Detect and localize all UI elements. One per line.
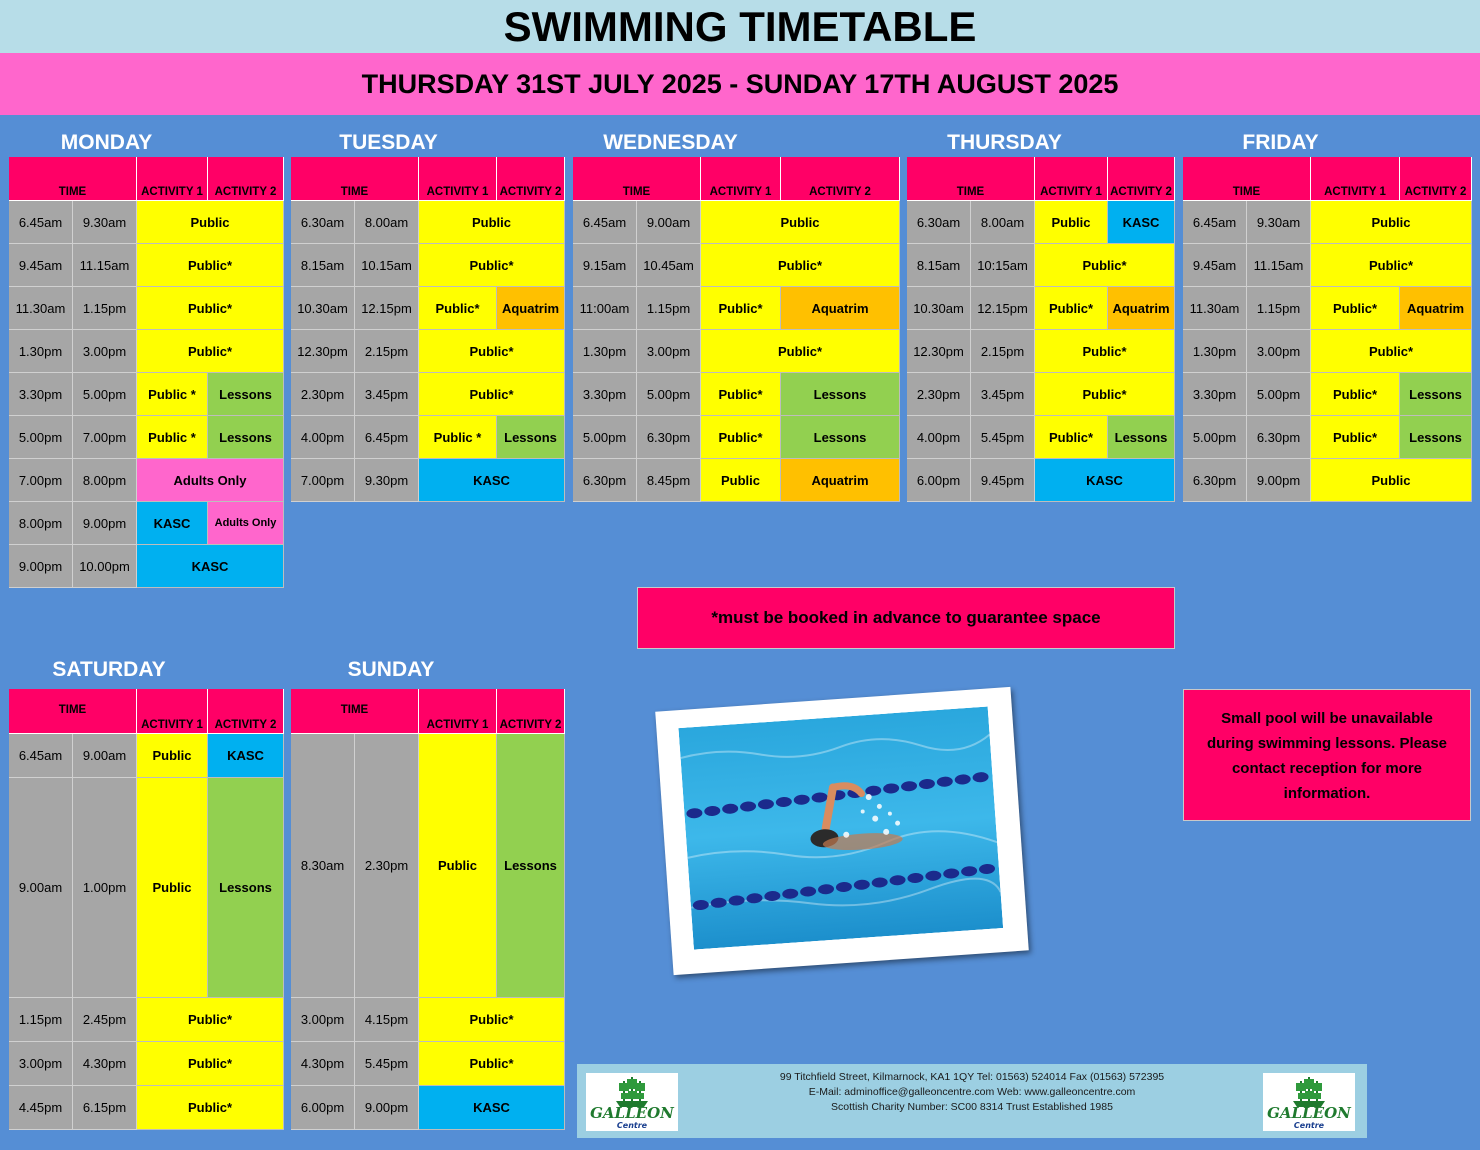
small-pool-note-text: Small pool will be unavailable during swimming lessons. Please contact reception for more information. [1206,710,1448,802]
header-activity1-tuesday: ACTIVITY 1 [419,157,497,201]
booking-note-text: *must be booked in advance to guarantee space [711,608,1101,627]
time-start-tuesday: 8.15am [291,244,355,287]
time-start-wednesday: 11:00am [573,287,637,330]
time-start-wednesday: 5.00pm [573,416,637,459]
header-time-monday: TIME [9,157,137,201]
header-activity2-monday: ACTIVITY 2 [208,157,284,201]
activity-tuesday: KASC [419,459,565,502]
activity-thursday: Public* [1035,330,1175,373]
time-end-tuesday: 12.15pm [355,287,419,330]
time-start-saturday: 3.00pm [9,1042,73,1086]
footer [577,1064,1367,1138]
time-end-saturday: 1.00pm [73,778,137,998]
time-start-thursday: 4.00pm [907,416,971,459]
time-end-wednesday: 9.00am [637,201,701,244]
time-start-monday: 6.45am [9,201,73,244]
activity1-monday: Public * [137,373,208,416]
activity2-tuesday: Aquatrim [497,287,565,330]
time-start-friday: 6.45am [1183,201,1247,244]
day-title-sunday: SUNDAY [347,658,435,681]
time-end-thursday: 2.15pm [971,330,1035,373]
activity2-monday: Adults Only [208,502,284,545]
time-start-wednesday: 3.30pm [573,373,637,416]
time-start-saturday: 9.00am [9,778,73,998]
time-start-monday: 9.00pm [9,545,73,588]
time-end-sunday: 4.15pm [355,998,419,1042]
svg-text:Centre: Centre [1293,1121,1325,1130]
time-start-sunday: 8.30am [291,734,355,998]
time-start-tuesday: 7.00pm [291,459,355,502]
time-end-monday: 9.30am [73,201,137,244]
activity2-sunday: Lessons [497,734,565,998]
header-activity1-friday: ACTIVITY 1 [1311,157,1400,201]
activity1-friday: Public* [1311,373,1400,416]
time-start-sunday: 6.00pm [291,1086,355,1130]
activity1-thursday: Public [1035,201,1108,244]
swimmer-image [678,707,1003,950]
time-end-monday: 7.00pm [73,416,137,459]
activity2-friday: Aquatrim [1400,287,1472,330]
header-activity1-thursday: ACTIVITY 1 [1035,157,1108,201]
time-start-wednesday: 6.30pm [573,459,637,502]
day-title-tuesday: TUESDAY [339,131,438,154]
time-end-saturday: 9.00am [73,734,137,778]
activity1-tuesday: Public* [419,287,497,330]
time-end-sunday: 9.00pm [355,1086,419,1130]
time-start-thursday: 12.30pm [907,330,971,373]
time-end-wednesday: 6.30pm [637,416,701,459]
time-start-wednesday: 9.15am [573,244,637,287]
time-start-friday: 1.30pm [1183,330,1247,373]
activity-thursday: KASC [1035,459,1175,502]
activity-saturday: Public* [137,1042,284,1086]
day-title-thursday: THURSDAY [947,131,1062,154]
activity-monday: Public* [137,244,284,287]
page-title: SWIMMING TIMETABLE [503,2,977,50]
activity-wednesday: Public [701,201,900,244]
activity-friday: Public* [1311,330,1472,373]
activity1-wednesday: Public* [701,416,781,459]
activity2-saturday: KASC [208,734,284,778]
day-title-wednesday: WEDNESDAY [603,131,738,154]
time-start-thursday: 6.00pm [907,459,971,502]
footer-address: 99 Titchfield Street, Kilmarnock, KA1 1QY Tel: 01563) 524014 Fax (01563) 572395 [779,1071,1165,1083]
header-activity1-sunday: ACTIVITY 1 [419,689,497,734]
svg-text:GALLEON: GALLEON [590,1104,674,1122]
small-pool-note [1183,689,1471,821]
activity-monday: Public* [137,330,284,373]
time-end-friday: 1.15pm [1247,287,1311,330]
activity1-monday: Public * [137,416,208,459]
time-start-tuesday: 4.00pm [291,416,355,459]
header-time-wednesday: TIME [573,157,701,201]
time-start-saturday: 4.45pm [9,1086,73,1130]
time-end-monday: 1.15pm [73,287,137,330]
ship-icon [586,1073,678,1131]
time-start-tuesday: 2.30pm [291,373,355,416]
time-end-saturday: 2.45pm [73,998,137,1042]
time-end-monday: 11.15am [73,244,137,287]
time-end-wednesday: 10.45am [637,244,701,287]
ship-icon [1263,1073,1355,1131]
time-end-friday: 11.15am [1247,244,1311,287]
header-time-sunday: TIME [291,689,419,734]
time-end-thursday: 3.45pm [971,373,1035,416]
activity1-tuesday: Public * [419,416,497,459]
time-end-friday: 3.00pm [1247,330,1311,373]
time-start-monday: 9.45am [9,244,73,287]
time-end-thursday: 8.00am [971,201,1035,244]
time-end-friday: 9.30am [1247,201,1311,244]
activity-monday: Public [137,201,284,244]
activity-tuesday: Public* [419,330,565,373]
galleon-logo-right [1263,1073,1355,1131]
activity2-thursday: KASC [1108,201,1175,244]
footer-charity: Scottish Charity Number: SC00 8314 Trust Established 1985 [831,1101,1113,1113]
activity-sunday: KASC [419,1086,565,1130]
title-bar [0,0,1480,53]
activity1-wednesday: Public* [701,287,781,330]
activity-wednesday: Public* [701,330,900,373]
time-end-monday: 3.00pm [73,330,137,373]
activity-tuesday: Public* [419,373,565,416]
time-end-thursday: 12.15pm [971,287,1035,330]
time-start-monday: 7.00pm [9,459,73,502]
time-start-thursday: 2.30pm [907,373,971,416]
activity1-wednesday: Public* [701,373,781,416]
header-activity2-tuesday: ACTIVITY 2 [497,157,565,201]
time-start-friday: 3.30pm [1183,373,1247,416]
day-title-monday: MONDAY [60,131,153,154]
svg-text:GALLEON: GALLEON [1267,1104,1351,1122]
header-activity2-wednesday: ACTIVITY 2 [781,157,900,201]
activity-sunday: Public* [419,998,565,1042]
activity-monday: Adults Only [137,459,284,502]
header-time-friday: TIME [1183,157,1311,201]
activity2-wednesday: Aquatrim [781,459,900,502]
time-start-sunday: 3.00pm [291,998,355,1042]
time-start-tuesday: 6.30am [291,201,355,244]
activity1-saturday: Public [137,778,208,998]
activity1-friday: Public* [1311,287,1400,330]
activity-saturday: Public* [137,1086,284,1130]
time-end-sunday: 5.45pm [355,1042,419,1086]
time-end-thursday: 9.45pm [971,459,1035,502]
time-end-monday: 8.00pm [73,459,137,502]
time-end-monday: 5.00pm [73,373,137,416]
activity-monday: KASC [137,545,284,588]
swimmer-photo-frame [655,687,1029,975]
date-range-bar [0,53,1480,115]
time-end-tuesday: 2.15pm [355,330,419,373]
activity1-wednesday: Public [701,459,781,502]
time-start-saturday: 1.15pm [9,998,73,1042]
time-start-monday: 8.00pm [9,502,73,545]
header-time-thursday: TIME [907,157,1035,201]
time-end-tuesday: 8.00am [355,201,419,244]
time-end-saturday: 4.30pm [73,1042,137,1086]
time-start-wednesday: 6.45am [573,201,637,244]
time-start-thursday: 6.30am [907,201,971,244]
header-activity1-saturday: ACTIVITY 1 [137,689,208,734]
activity-tuesday: Public* [419,244,565,287]
footer-email-web: E-Mail: adminoffice@galleoncentre.com Web: www.galleoncentre.com [808,1086,1136,1098]
time-start-saturday: 6.45am [9,734,73,778]
activity2-tuesday: Lessons [497,416,565,459]
time-start-friday: 5.00pm [1183,416,1247,459]
time-end-wednesday: 8.45pm [637,459,701,502]
time-end-friday: 9.00pm [1247,459,1311,502]
time-end-friday: 6.30pm [1247,416,1311,459]
time-end-saturday: 6.15pm [73,1086,137,1130]
time-start-monday: 11.30am [9,287,73,330]
time-start-friday: 11.30am [1183,287,1247,330]
time-end-tuesday: 6.45pm [355,416,419,459]
activity-friday: Public* [1311,244,1472,287]
time-end-wednesday: 3.00pm [637,330,701,373]
header-activity2-friday: ACTIVITY 2 [1400,157,1472,201]
activity2-friday: Lessons [1400,416,1472,459]
time-start-friday: 9.45am [1183,244,1247,287]
activity-tuesday: Public [419,201,565,244]
time-start-monday: 5.00pm [9,416,73,459]
activity1-sunday: Public [419,734,497,998]
time-end-monday: 9.00pm [73,502,137,545]
activity2-wednesday: Aquatrim [781,287,900,330]
time-end-sunday: 2.30pm [355,734,419,998]
booking-note [637,587,1175,649]
time-start-monday: 1.30pm [9,330,73,373]
activity2-monday: Lessons [208,416,284,459]
time-start-sunday: 4.30pm [291,1042,355,1086]
svg-text:Centre: Centre [616,1121,648,1130]
header-activity1-monday: ACTIVITY 1 [137,157,208,201]
header-activity2-sunday: ACTIVITY 2 [497,689,565,734]
activity1-friday: Public* [1311,416,1400,459]
activity2-friday: Lessons [1400,373,1472,416]
time-end-friday: 5.00pm [1247,373,1311,416]
activity2-thursday: Lessons [1108,416,1175,459]
header-time-tuesday: TIME [291,157,419,201]
activity-saturday: Public* [137,998,284,1042]
activity-sunday: Public* [419,1042,565,1086]
time-end-tuesday: 3.45pm [355,373,419,416]
activity-friday: Public [1311,201,1472,244]
time-end-tuesday: 9.30pm [355,459,419,502]
activity1-monday: KASC [137,502,208,545]
activity-thursday: Public* [1035,373,1175,416]
header-activity2-saturday: ACTIVITY 2 [208,689,284,734]
activity2-wednesday: Lessons [781,416,900,459]
time-end-wednesday: 5.00pm [637,373,701,416]
time-end-thursday: 5.45pm [971,416,1035,459]
time-start-thursday: 8.15am [907,244,971,287]
activity-thursday: Public* [1035,244,1175,287]
date-range: THURSDAY 31ST JULY 2025 - SUNDAY 17TH AUGUST 2025 [361,68,1119,99]
time-start-monday: 3.30pm [9,373,73,416]
activity-monday: Public* [137,287,284,330]
header-activity2-thursday: ACTIVITY 2 [1108,157,1175,201]
footer-contact [687,1070,1257,1115]
activity1-thursday: Public* [1035,287,1108,330]
activity2-saturday: Lessons [208,778,284,998]
activity-friday: Public [1311,459,1472,502]
time-start-friday: 6.30pm [1183,459,1247,502]
time-start-tuesday: 10.30am [291,287,355,330]
activity2-thursday: Aquatrim [1108,287,1175,330]
time-end-tuesday: 10.15am [355,244,419,287]
header-time-saturday: TIME [9,689,137,734]
day-title-saturday: SATURDAY [52,658,166,681]
time-end-monday: 10.00pm [73,545,137,588]
time-end-wednesday: 1.15pm [637,287,701,330]
header-activity1-wednesday: ACTIVITY 1 [701,157,781,201]
activity2-monday: Lessons [208,373,284,416]
galleon-logo-left [586,1073,678,1131]
activity1-saturday: Public [137,734,208,778]
activity1-thursday: Public* [1035,416,1108,459]
day-title-friday: FRIDAY [1242,131,1319,154]
activity2-wednesday: Lessons [781,373,900,416]
time-end-thursday: 10:15am [971,244,1035,287]
activity-wednesday: Public* [701,244,900,287]
time-start-thursday: 10.30am [907,287,971,330]
swimmer-photo [678,707,1003,950]
time-start-wednesday: 1.30pm [573,330,637,373]
time-start-tuesday: 12.30pm [291,330,355,373]
